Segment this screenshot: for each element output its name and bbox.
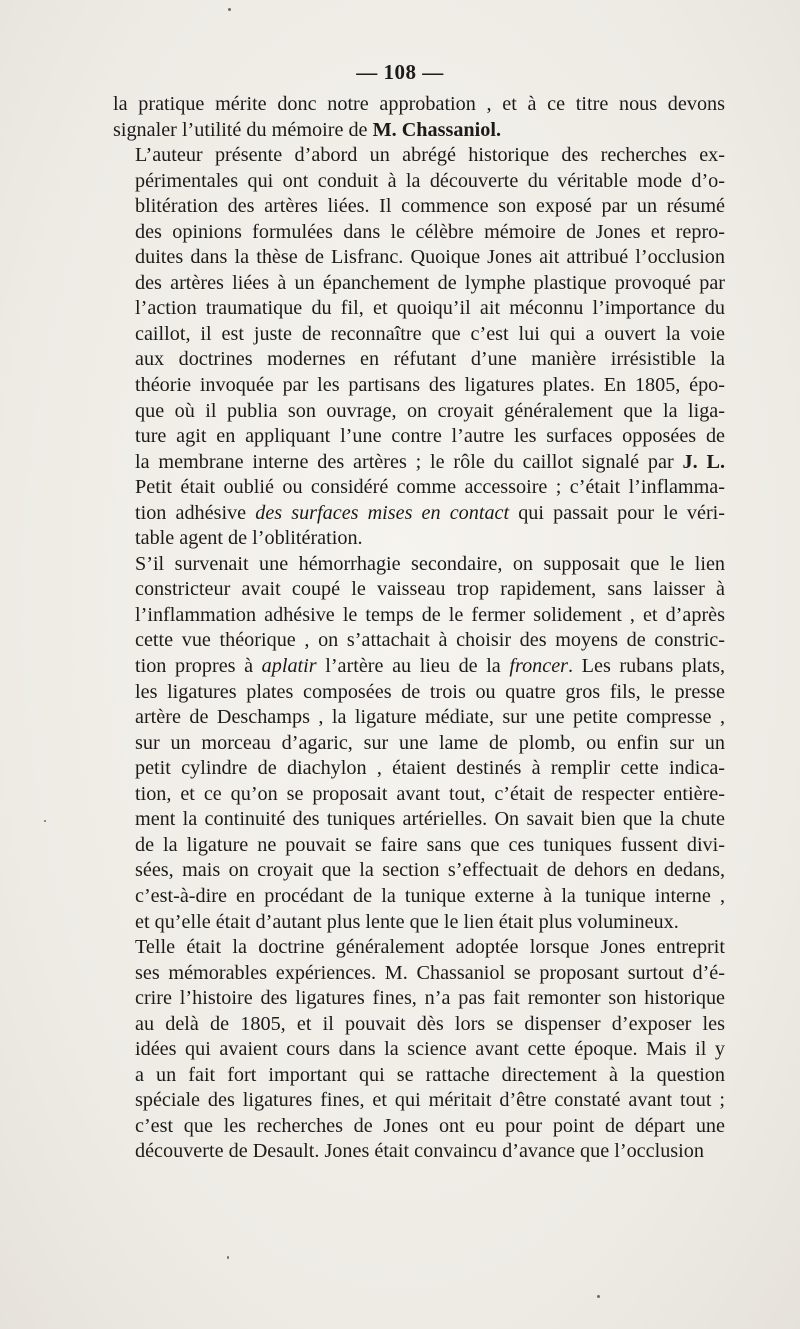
text-line: les ligatures plates composées de trois ou quatre gros fils, le presse (135, 680, 725, 703)
page-number: — 108 — (356, 60, 444, 84)
print-speck (228, 8, 231, 11)
text-line: aux doctrines modernes en réfutant d’une manière irrésistible la (135, 348, 725, 371)
text-line: l’inflammation adhésive le temps de le fermer solidement , et d’après (135, 603, 725, 626)
text-line: Petit était oublié ou considéré comme accessoire ; c’était l’inflamma- (135, 476, 725, 499)
text-line: crire l’histoire des ligatures fines, n’a pas fait remonter son historique (135, 987, 725, 1010)
text-line: et qu’elle était d’autant plus lente que le lien était plus volumineux. (135, 910, 679, 933)
print-speck (44, 820, 46, 822)
text-line: ment la continuité des tuniques artérielles. On savait bien que la chute (135, 808, 725, 831)
text-line: des artères liées à un épanchement de lymphe plastique provoqué par (135, 271, 725, 294)
paragraph (113, 935, 725, 1165)
text-line: c’est-à-dire en procédant de la tunique externe à la tunique interne , (135, 884, 725, 907)
text-line: sées, mais on croyait que la section s’effectuait de dehors en dedans, (135, 859, 725, 882)
text-line: idées qui avaient cours dans la science avant cette époque. Mais il y (135, 1038, 725, 1061)
text-line: spéciale des ligatures fines, et qui méritait d’être constaté avant tout ; (135, 1089, 725, 1112)
text-line: S’il survenait une hémorrhagie secondaire, on supposait que le lien (135, 552, 725, 575)
text-line: blitération des artères liées. Il commence son exposé par un résumé (135, 195, 725, 218)
text-line: caillot, il est juste de reconnaître que c’est lui qui a ouvert la voie (135, 322, 725, 345)
paragraph (113, 552, 725, 935)
text-line: c’est que les recherches de Jones ont eu pour point de départ une (135, 1114, 725, 1137)
print-speck (227, 1256, 229, 1259)
text-line: tion propres à aplatir l’artère au lieu de la froncer. Les rubans plats, (135, 655, 725, 678)
paragraph (113, 92, 725, 143)
print-speck (597, 1295, 600, 1298)
text-line: cette vue théorique , on s’attachait à choisir des moyens de constric- (135, 629, 725, 652)
text-line: duites dans la thèse de Lisfranc. Quoique Jones ait attribué l’occlusion (135, 246, 725, 269)
text-line: des opinions formulées dans le célèbre mémoire de Jones et repro- (135, 220, 725, 243)
text-line: l’action traumatique du fil, et quoiqu’il ait méconnu l’importance du (135, 297, 725, 320)
text-line: découverte de Desault. Jones était convaincu d’avance que l’occlusion (135, 1140, 704, 1163)
text-line: Telle était la doctrine généralement adoptée lorsque Jones entreprit (135, 936, 725, 959)
text-line: que où il publia son ouvrage, on croyait généralement que la liga- (135, 399, 725, 422)
text-line: table agent de l’oblitération. (135, 527, 363, 550)
text-line: a un fait fort important qui se rattache directement à la question (135, 1063, 725, 1086)
text-line: de la ligature ne pouvait se faire sans que ces tuniques fussent divi- (135, 833, 725, 856)
text-line: sur un morceau d’agaric, sur une lame de plomb, ou enfin sur un (135, 731, 725, 754)
text-line: tion adhésive des surfaces mises en contact qui passait pour le véri- (135, 501, 726, 524)
text-line: périmentales qui ont conduit à la découverte du véritable mode d’o- (135, 169, 725, 192)
text-line: L’auteur présente d’abord un abrégé historique des recherches ex- (135, 144, 725, 167)
text-line: ture agit en appliquant l’une contre l’autre les surfaces opposées de (135, 425, 725, 448)
text-line: au delà de 1805, et il pouvait dès lors se dispenser d’exposer les (135, 1012, 725, 1035)
text-line: artère de Deschamps , la ligature médiate, sur une petite compresse , (135, 706, 725, 729)
text-line: ses mémorables expériences. M. Chassaniol se proposant surtout d’é- (135, 961, 725, 984)
text-line: la membrane interne des artères ; le rôle du caillot signalé par J. L. (135, 450, 726, 473)
text-line: signaler l’utilité du mémoire de M. Chassaniol. (113, 118, 502, 141)
paragraph (113, 143, 725, 552)
text-line: la pratique mérite donc notre approbation , et à ce titre nous devons (113, 93, 725, 115)
body-text (113, 92, 725, 1165)
text-line: constricteur avait coupé le vaisseau trop rapidement, sans laisser à (135, 578, 725, 601)
text-line: théorie invoquée par les partisans des ligatures plates. En 1805, épo- (135, 374, 725, 397)
text-line: petit cylindre de diachylon , étaient destinés à remplir cette indica- (135, 757, 725, 780)
text-line: tion, et ce qu’on se proposait avant tout, c’était de respecter entière- (135, 782, 725, 805)
